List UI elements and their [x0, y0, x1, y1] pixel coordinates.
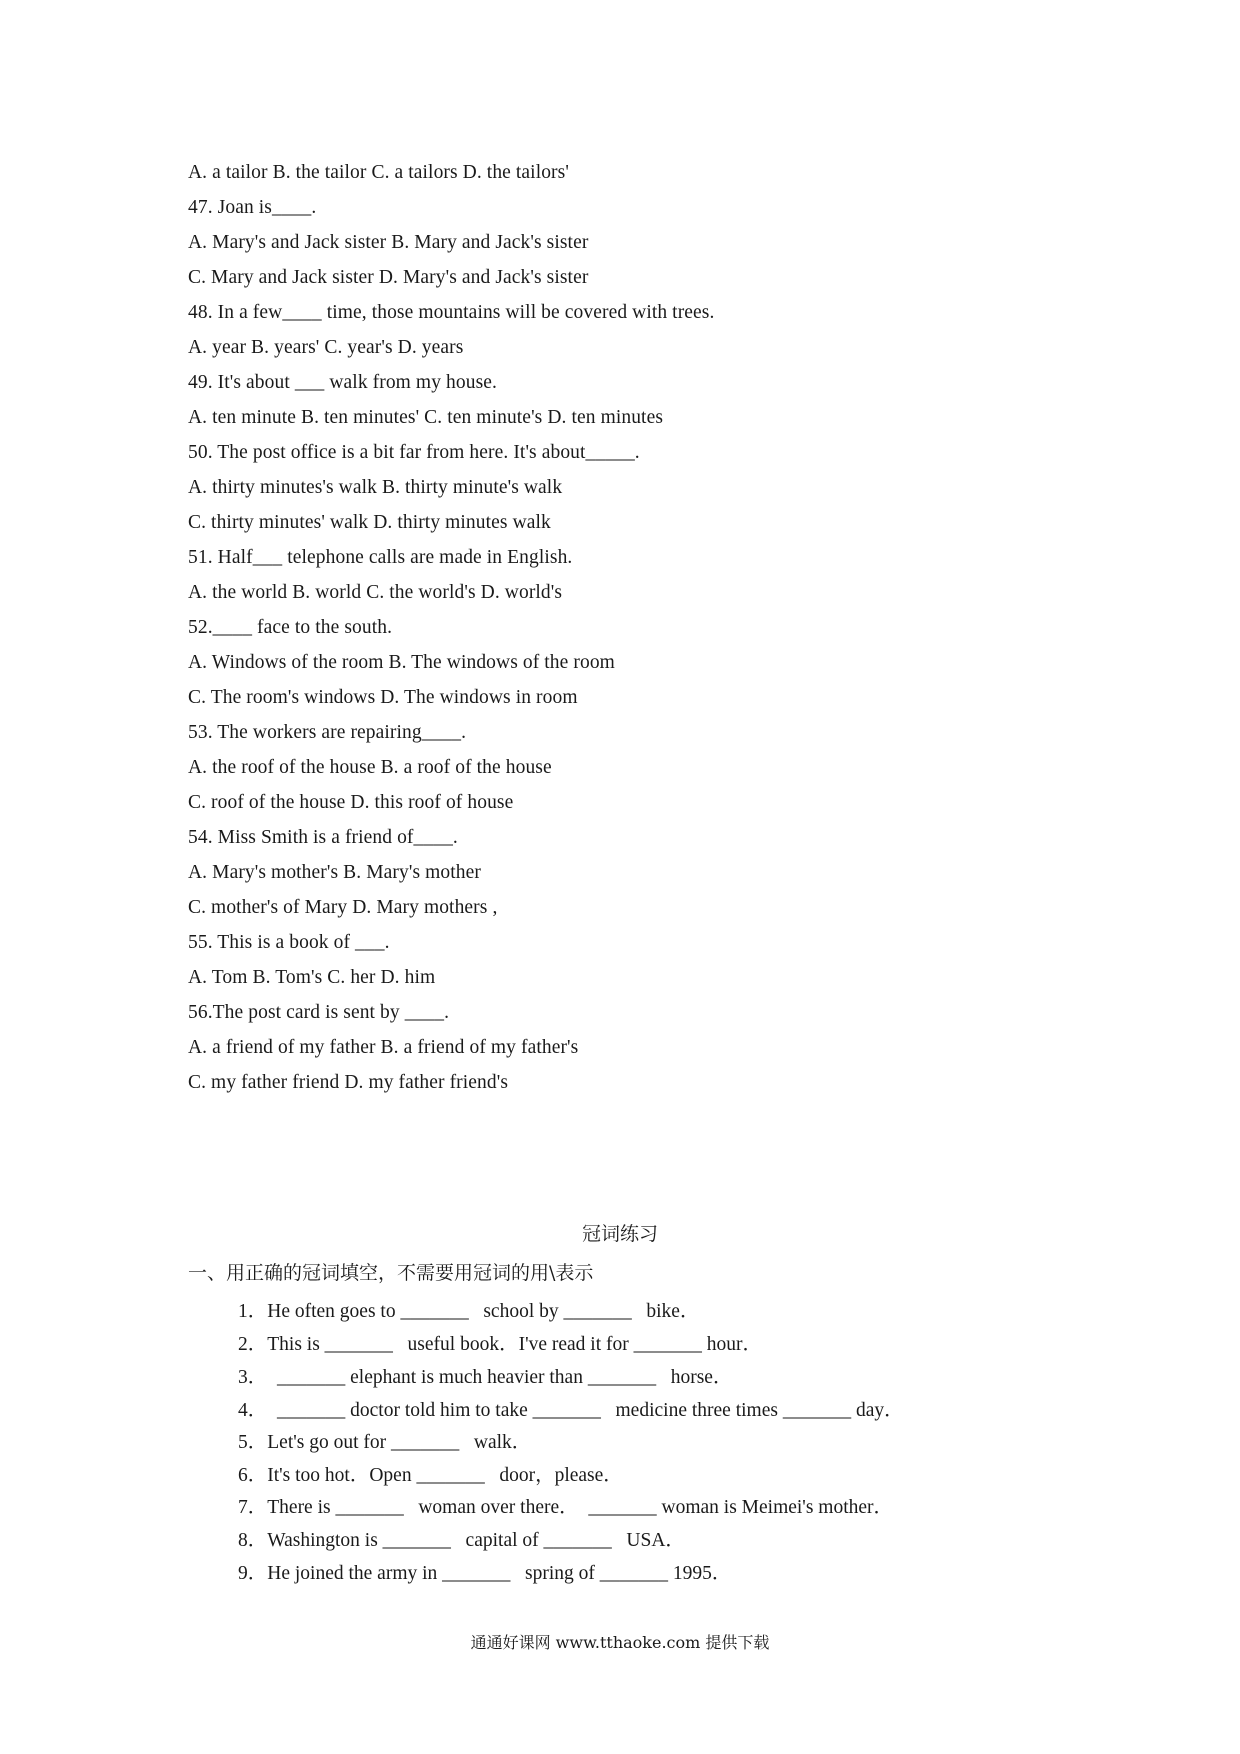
text-line: A. Mary's and Jack sister B. Mary and Jack's sister [188, 232, 589, 253]
question-48: 48. In a few____ time, those mountains will be covered with trees. [188, 302, 715, 323]
question-54: 54. Miss Smith is a friend of____. [188, 827, 458, 848]
exercise-item: 5．Let's go out for _______ walk． [238, 1432, 532, 1453]
exercise-item: 3． _______ elephant is much heavier than _______ horse． [238, 1367, 733, 1388]
question-49: 49. It's about ___ walk from my house. [188, 372, 497, 393]
exercise-item: 2．This is _______ useful book．I've read it for _______ hour． [238, 1334, 762, 1355]
question-55: 55. This is a book of ___. [188, 932, 390, 953]
question-50: 50. The post office is a bit far from here. It's about_____. [188, 442, 640, 463]
text-line: C. my father friend D. my father friend's [188, 1072, 509, 1093]
exercise-item: 7．There is _______ woman over there． _______ woman is Meimei's mother． [238, 1497, 894, 1518]
question-47: 47. Joan is____. [188, 197, 317, 218]
question-53: 53. The workers are repairing____. [188, 722, 467, 743]
page-footer: 通通好课网 www.tthaoke.com 提供下载 [470, 1633, 770, 1652]
exercise-item: 8．Washington is _______ capital of _______ USA． [238, 1530, 685, 1551]
question-51: 51. Half___ telephone calls are made in English. [188, 547, 573, 568]
question-56: 56.The post card is sent by ____. [188, 1002, 450, 1023]
text-line: C. mother's of Mary D. Mary mothers , [188, 897, 498, 918]
exercise-item: 9．He joined the army in _______ spring of _______ 1995． [238, 1563, 732, 1584]
exercise-item: 1．He often goes to _______ school by _______ bike． [238, 1301, 700, 1322]
text-line: C. Mary and Jack sister D. Mary's and Jack's sister [188, 267, 589, 288]
section-instruction: 一、用正确的冠词填空，不需要用冠词的用\表示 [188, 1262, 594, 1284]
text-line: A. Mary's mother's B. Mary's mother [188, 862, 481, 883]
exercise-item: 4． _______ doctor told him to take _______ medicine three times _______ day． [238, 1400, 904, 1421]
section-title: 冠词练习 [581, 1223, 658, 1245]
text-line: A. Windows of the room B. The windows of the room [188, 652, 615, 673]
text-line: A. the roof of the house B. a roof of the house [188, 757, 552, 778]
text-line: A. the world B. world C. the world's D. world's [188, 582, 563, 603]
text-line: C. roof of the house D. this roof of house [188, 792, 514, 813]
question-52: 52.____ face to the south. [188, 617, 393, 638]
text-line: A. year B. years' C. year's D. years [188, 337, 464, 358]
text-line: C. The room's windows D. The windows in room [188, 687, 578, 708]
text-line: A. a tailor B. the tailor C. a tailors D. the tailors' [188, 162, 569, 183]
text-line: C. thirty minutes' walk D. thirty minutes walk [188, 512, 551, 533]
text-line: A. a friend of my father B. a friend of my father's [188, 1037, 579, 1058]
text-line: A. Tom B. Tom's C. her D. him [188, 967, 436, 988]
text-line: A. thirty minutes's walk B. thirty minute's walk [188, 477, 563, 498]
text-line: A. ten minute B. ten minutes' C. ten minute's D. ten minutes [188, 407, 664, 428]
exercise-item: 6．It's too hot．Open _______ door，please． [238, 1465, 623, 1486]
